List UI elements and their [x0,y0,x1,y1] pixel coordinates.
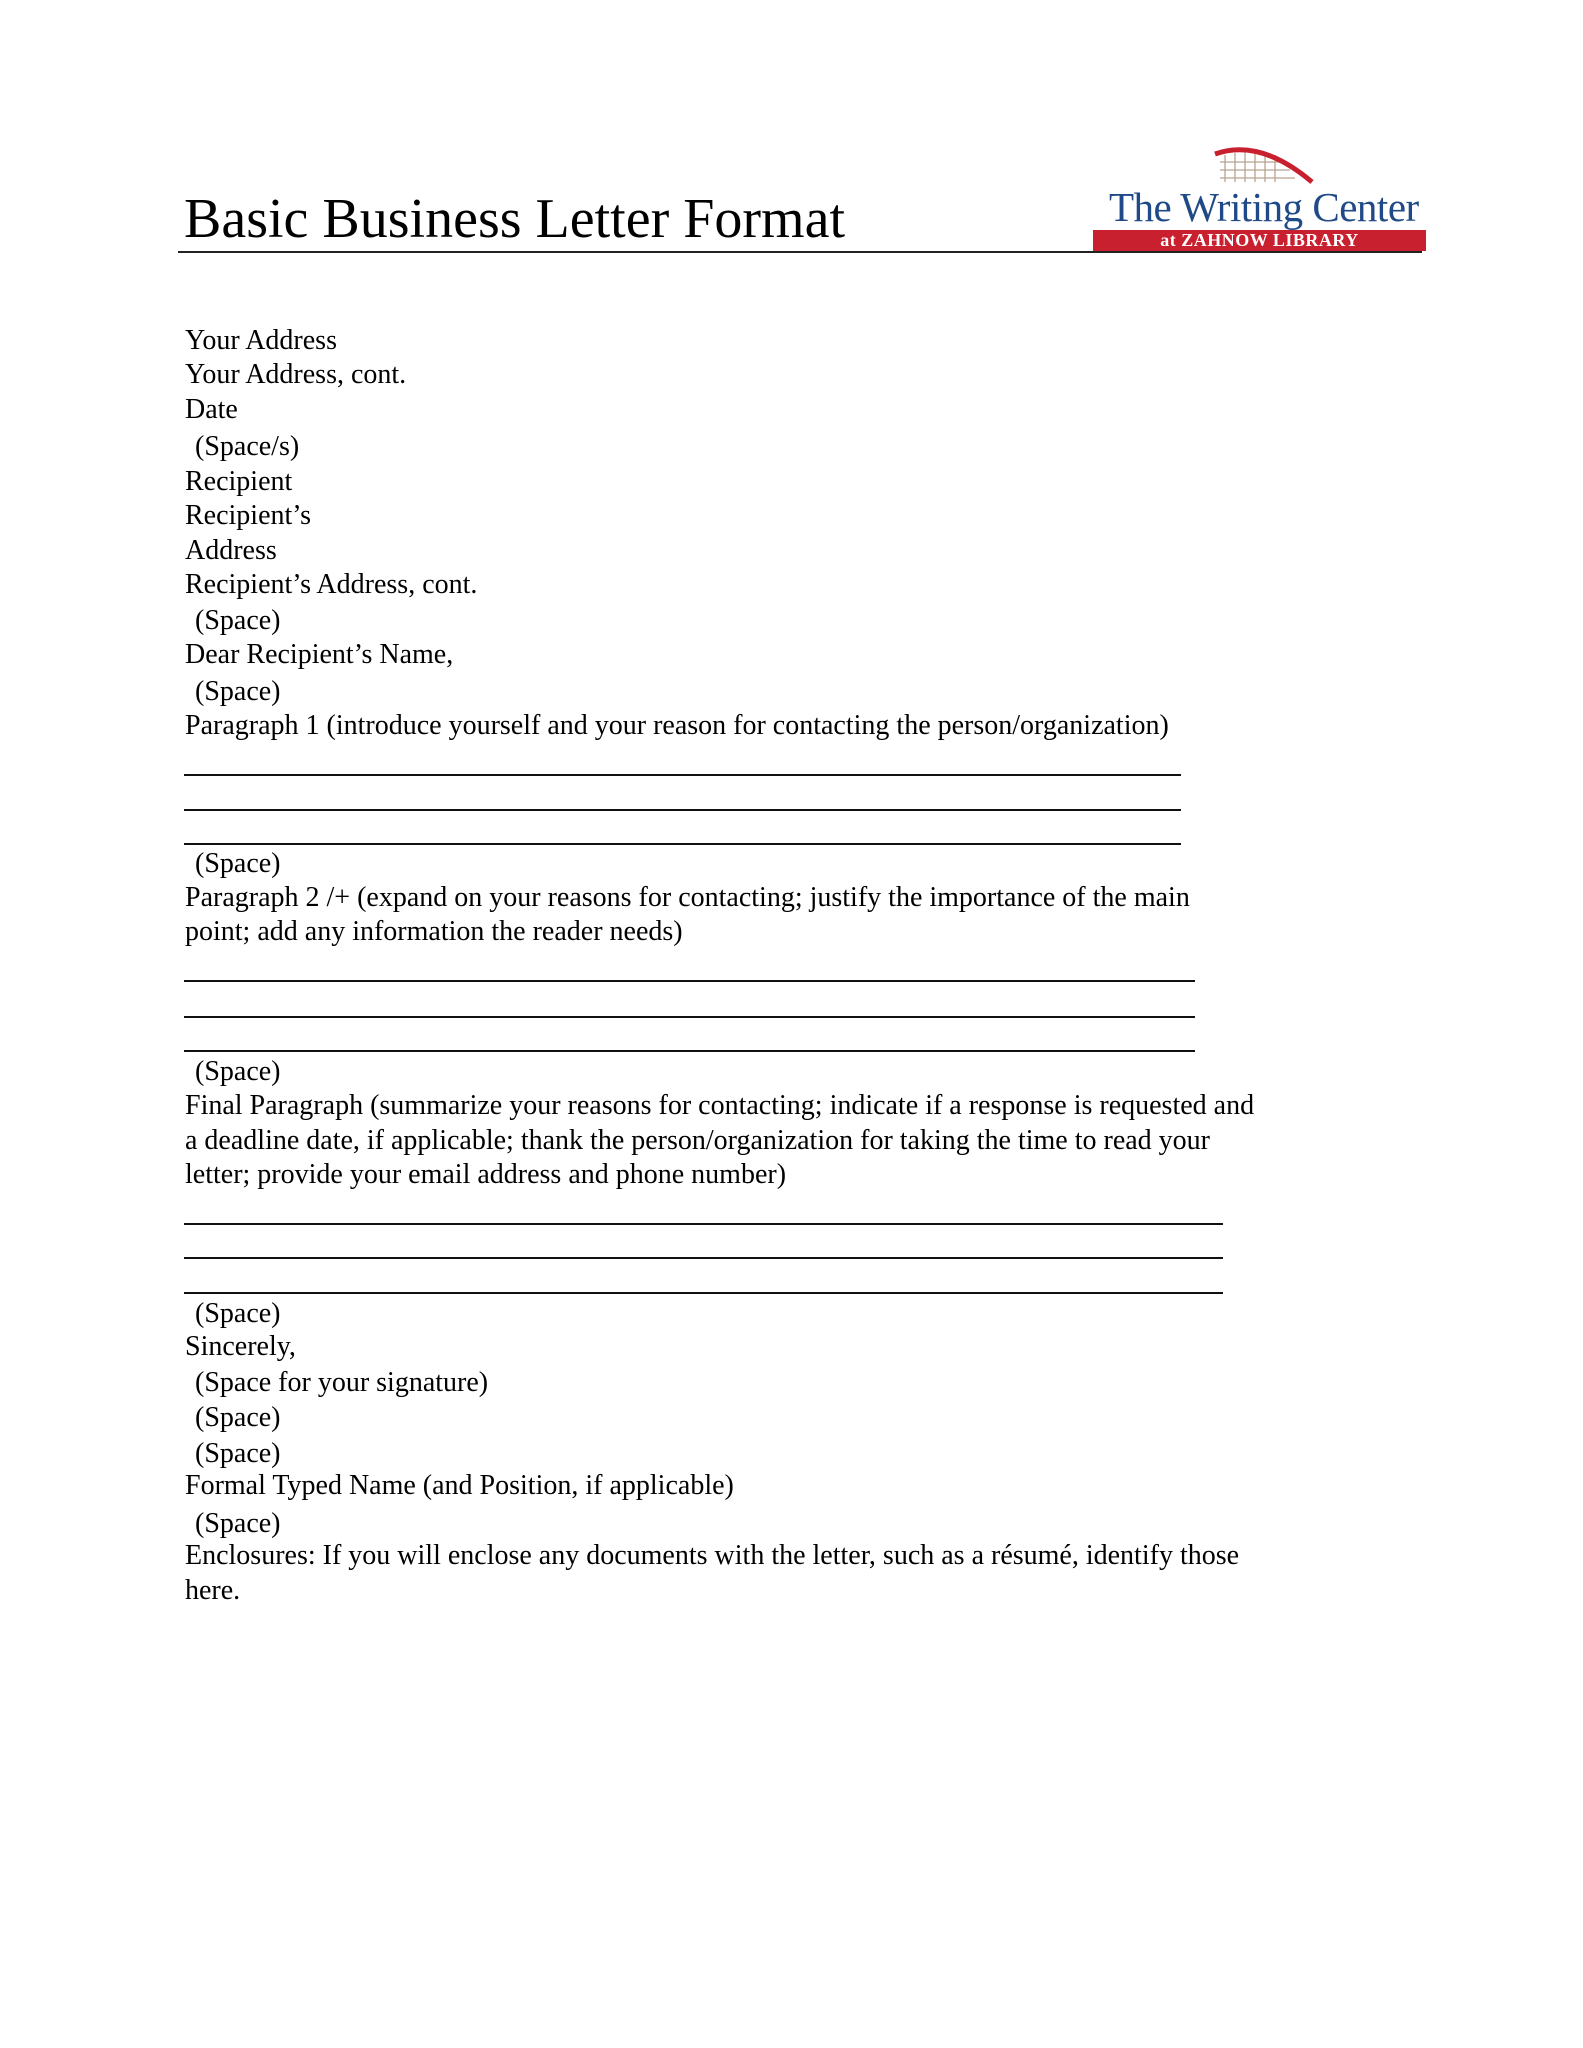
letter-line: Paragraph 1 (introduce yourself and your reason for contacting the person/organization) [185,710,1169,741]
letter-line: Paragraph 2 /+ (expand on your reasons for contacting; justify the importance of the main [185,882,1190,913]
letter-line: Recipient [185,466,293,497]
spacing-note: (Space) [195,1402,281,1433]
writing-line [184,1016,1195,1018]
spacing-note: (Space) [195,1438,281,1469]
letter-line: a deadline date, if applicable; thank the person/organization for taking the time to read your [185,1125,1211,1156]
logo-name: The Writing Center [1109,184,1419,230]
letter-line: Date [185,394,238,425]
writing-line [184,980,1195,982]
spacing-note: (Space) [195,1056,281,1087]
spacing-note: (Space for your signature) [195,1367,489,1398]
spacing-note: (Space/s) [195,431,300,462]
logo-subtitle: at ZAHNOW LIBRARY [1093,230,1426,251]
letter-line: here. [185,1575,241,1606]
letter-line: Your Address, cont. [185,359,407,390]
letter-line: Enclosures: If you will enclose any documents with the letter, such as a résumé, identify those [185,1540,1240,1571]
writing-line [184,774,1181,776]
spacing-note: (Space) [195,605,281,636]
writing-line [184,1223,1223,1225]
spacing-note: (Space) [195,1298,281,1329]
spacing-note: (Space) [195,676,281,707]
spacing-note: (Space) [195,848,281,879]
letter-line: Address [185,535,277,566]
letter-line: point; add any information the reader needs) [185,916,683,947]
writing-line [184,1050,1195,1052]
writing-line [184,1292,1223,1294]
page-title: Basic Business Letter Format [184,188,846,250]
writing-line [184,809,1181,811]
letter-line: Sincerely, [185,1331,296,1362]
writing-center-logo [1090,140,1430,255]
writing-line [184,843,1181,845]
letter-line: Recipient’s Address, cont. [185,569,478,600]
letter-line: Final Paragraph (summarize your reasons for contacting; indicate if a response is requested and [185,1090,1255,1121]
letter-line: Your Address [185,325,337,356]
letter-line: letter; provide your email address and phone number) [185,1159,787,1190]
spacing-note: (Space) [195,1508,281,1539]
writing-line [184,1257,1223,1259]
letter-line: Dear Recipient’s Name, [185,639,454,670]
letter-line: Recipient’s [185,500,311,531]
letter-line: Formal Typed Name (and Position, if applicable) [185,1470,734,1501]
